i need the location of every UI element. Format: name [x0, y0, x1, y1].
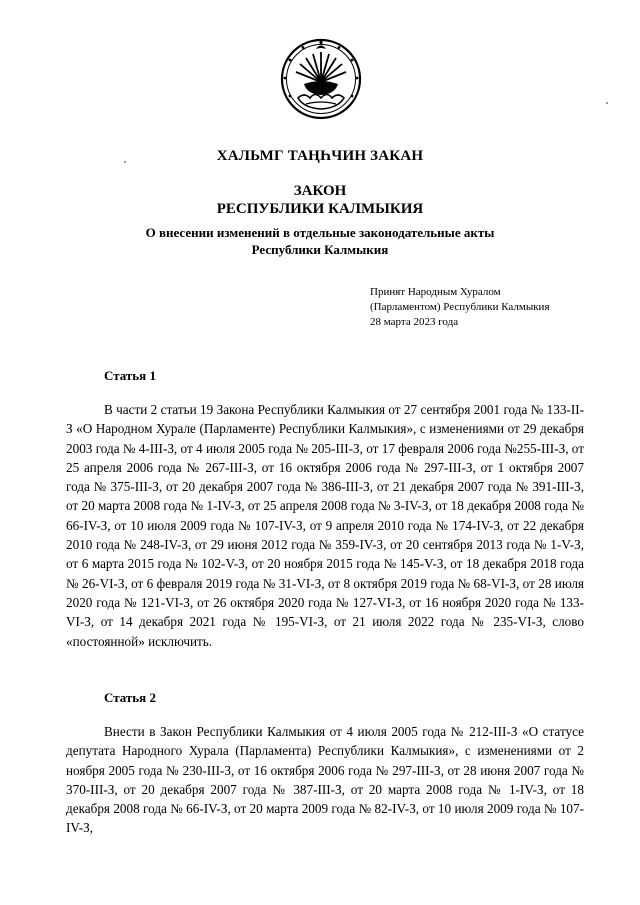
scan-speck: [606, 102, 608, 104]
law-title-line-2: РЕСПУБЛИКИ КАЛМЫКИЯ: [216, 201, 424, 217]
adoption-note: [370, 285, 550, 330]
adoption-line-2: (Парламентом) Республики Калмыкия: [370, 301, 550, 313]
law-title: [0, 182, 640, 218]
law-subject: [0, 224, 640, 258]
kalmykia-coat-of-arms-icon: [280, 38, 362, 120]
national-title: ХАЛЬМГ ТАҢҺЧИН ЗАКАН: [216, 148, 424, 164]
article-1-text: В части 2 статьи 19 Закона Республики Калмыкия от 27 сентября 2001 года № 133-II-З «О Народном Хурале (Парламенте) Республики Калмыкия», с изменениями от 29 декабря 2003 года № 4-III-З, от 4 июля 2005 года № 205-III-З, от 17 февраля 2006 года №255-III-З, от 25 апреля 2006 года № 267-III-З, от 16 октября 2006 года № 297-III-З, от 1 октября 2007 года № 375-III-З, от 20 декабря 2007 года № 386-III-З, от 21 декабря 2007 года № 391-III-З, от 20 марта 2008 года № 1-IV-З, от 25 апреля 2008 года № 3-IV-З, от 18 декабря 2008 года № 66-IV-З, от 10 июля 2009 года № 107-IV-З, от 9 апреля 2010 года № 174-IV-З, от 22 декабря 2010 года № 248-IV-З, от 29 июня 2012 года № 359-IV-З, от 20 сентября 2013 года № 1-V-З, от 6 марта 2015 года № 102-V-З, от 20 ноября 2015 года № 145-V-З, от 18 декабря 2018 года № 26-VI-З, от 6 февраля 2019 года № 31-VI-З, от 8 октября 2019 года № 68-VI-З, от 28 июля 2020 года № 121-VI-З, от 26 октября 2020 года № 127-VI-З, от 16 ноября 2020 года № 133-VI-З, от 14 декабря 2021 года № 195-VI-З, от 21 июля 2022 года № 235-VI-З, слово «постоянной» исключить.: [66, 402, 584, 649]
adoption-line-1: Принят Народным Хуралом: [370, 286, 501, 298]
law-title-line-1: ЗАКОН: [293, 183, 347, 199]
adoption-line-3: 28 марта 2023 года: [370, 316, 459, 328]
law-subject-line-1: О внесении изменений в отдельные законодательные акты: [145, 225, 495, 240]
article-2-text: Внести в Закон Республики Калмыкия от 4 июля 2005 года № 212-III-З «О статусе депутата Народного Хурала (Парламента) Республики Калмыкия», с изменениями от 2 ноября 2005 года № 230-III-З, от 16 октября 2006 года № 297-III-З, от 28 июня 2007 года № 370-III-З, от 20 декабря 2007 года № 387-III-З, от 20 марта 2008 года № 1-IV-З, от 18 декабря 2008 года № 66-IV-З, от 20 марта 2009 года № 82-IV-З, от 10 июля 2009 года № 107-IV-З,: [66, 724, 584, 836]
law-subject-line-2: Республики Калмыкия: [251, 242, 389, 257]
article-2-title: Статья 2: [104, 690, 156, 705]
article-1-title: Статья 1: [104, 368, 156, 383]
